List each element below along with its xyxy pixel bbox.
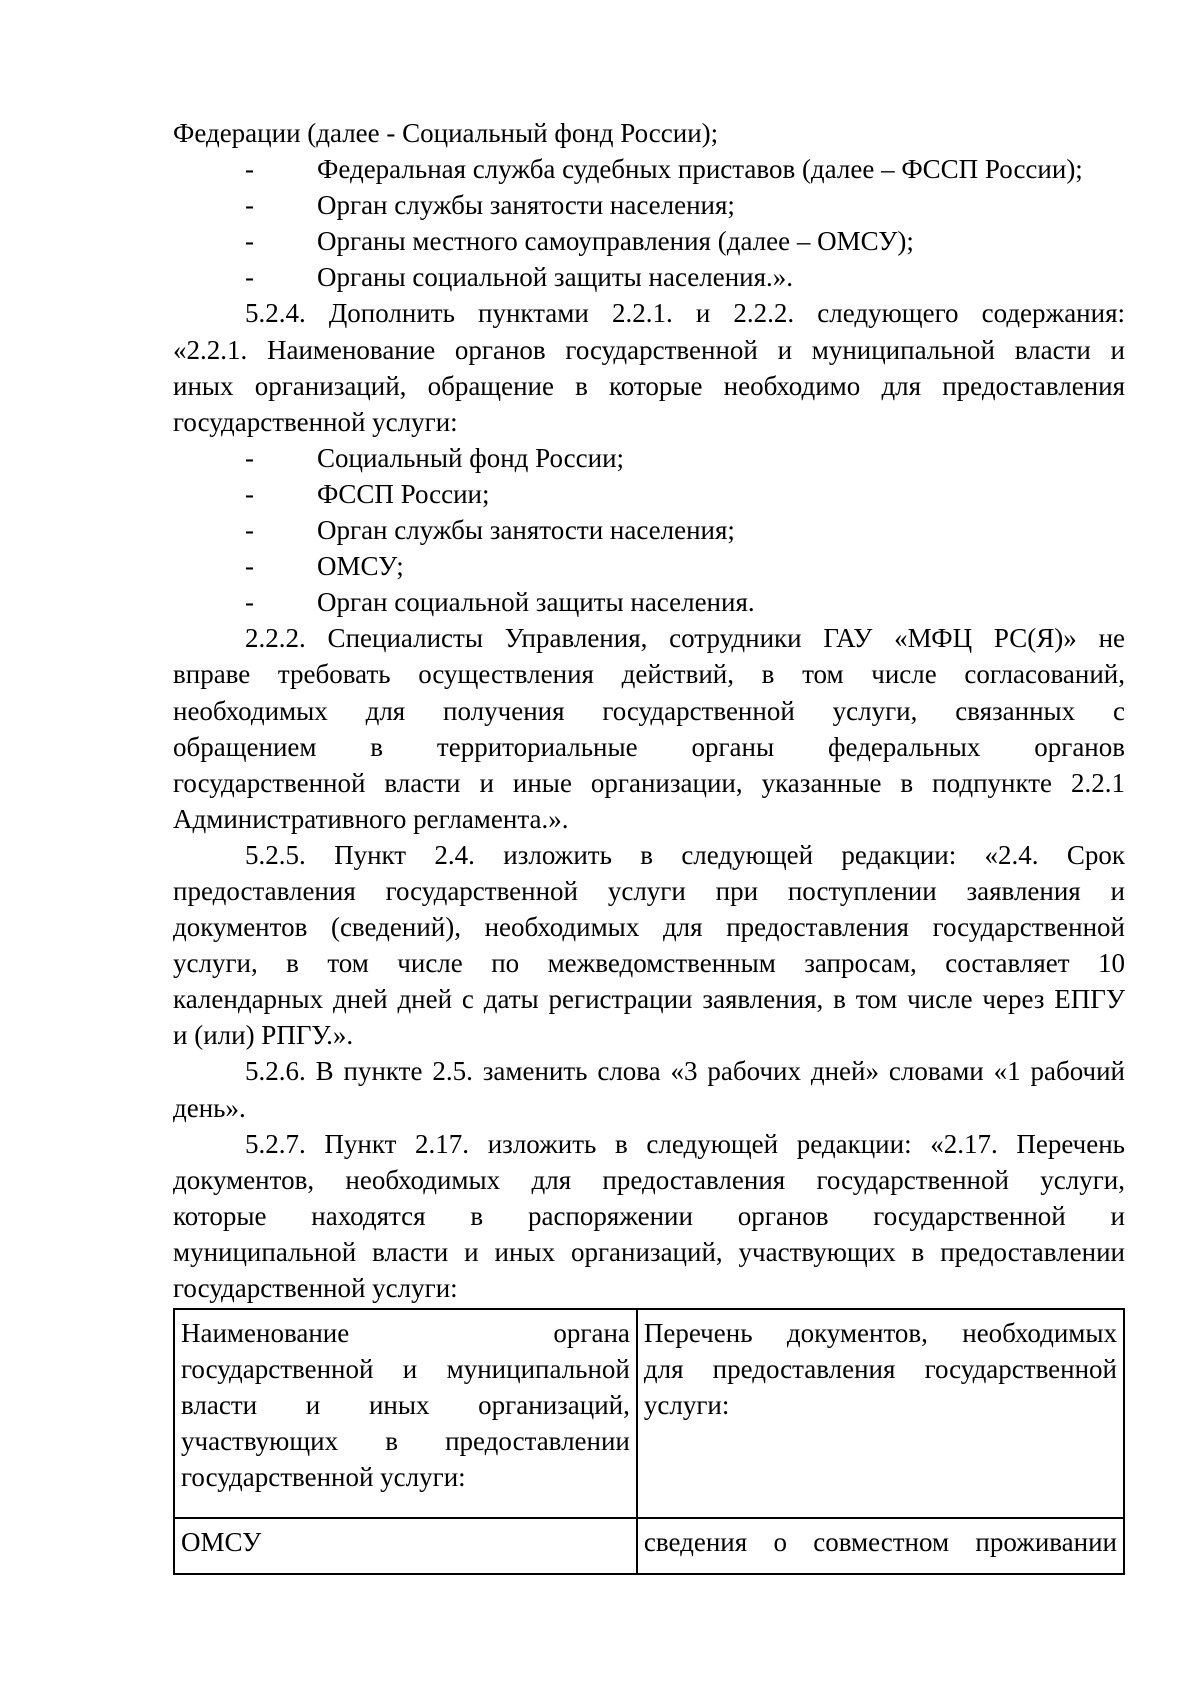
- list-item-text: Социальный фонд России;: [317, 442, 625, 473]
- text-line: «2.2.1. Наименование органов государственной и муниципальной власти и: [173, 334, 1125, 365]
- text-line: муниципальной власти и иных организаций, участвующих в предоставлении: [173, 1236, 1125, 1267]
- text-line: и (или) РПГУ.».: [173, 1020, 354, 1051]
- text-line: иных организаций, обращение в которые необходимо для предоставления: [173, 370, 1125, 401]
- cell-text-line: Перечень документов, необходимых: [643, 1318, 1117, 1349]
- cell-text-line: государственной услуги:: [181, 1462, 466, 1493]
- bullet-list-organizations: [173, 440, 1125, 620]
- text-line: Федерации (далее - Социальный фонд России);: [173, 118, 719, 148]
- paragraph-2-2-2: [173, 620, 1125, 837]
- list-item-text: ФССП России;: [317, 478, 490, 509]
- cell-text-line: Наименование органа: [181, 1318, 630, 1349]
- paragraph-5-2-4: [173, 295, 1125, 439]
- dash-marker: -: [245, 190, 254, 221]
- text-line: день».: [173, 1092, 246, 1123]
- list-item: [173, 259, 1125, 295]
- paragraph-5-2-7: [173, 1126, 1125, 1306]
- dash-marker: -: [245, 262, 254, 293]
- text-line: 5.2.4. Дополнить пунктами 2.2.1. и 2.2.2. следующего содержания:: [245, 298, 1125, 329]
- text-line: необходимых для получения государственной услуги, связанных с: [173, 695, 1125, 726]
- dash-marker: -: [245, 154, 254, 185]
- list-item-text: Орган службы занятости населения;: [317, 190, 735, 221]
- dash-marker: -: [245, 442, 254, 473]
- list-item: [173, 512, 1125, 548]
- text-line: предоставления государственной услуги при поступлении заявления и: [173, 875, 1125, 906]
- text-line: документов, необходимых для предоставления государственной услуги,: [173, 1164, 1125, 1195]
- list-item: [173, 151, 1125, 187]
- cell-text-line: участвующих в предоставлении: [181, 1426, 630, 1457]
- dash-marker: -: [245, 226, 254, 257]
- documents-table: [173, 1308, 1125, 1575]
- cell-text-line: сведения о совместном проживании: [643, 1527, 1117, 1558]
- text-line: обращением в территориальные органы федеральных органов: [173, 731, 1125, 762]
- table-header-cell: [174, 1309, 637, 1518]
- list-item: [173, 584, 1125, 620]
- document-page: [173, 115, 1125, 1575]
- table-header-cell: [637, 1309, 1124, 1518]
- cell-text-line: власти и иных организаций,: [181, 1390, 630, 1421]
- cell-text-line: для предоставления государственной: [643, 1354, 1117, 1385]
- dash-marker: -: [245, 587, 254, 618]
- cell-text-line: услуги:: [643, 1390, 730, 1421]
- list-item-text: Орган службы занятости населения;: [317, 515, 735, 546]
- text-line: государственной услуги:: [173, 1273, 458, 1303]
- text-line: документов (сведений), необходимых для предоставления государственной: [173, 912, 1125, 943]
- table-cell: [637, 1518, 1124, 1574]
- dash-marker: -: [245, 515, 254, 546]
- table-header-row: [174, 1309, 1124, 1518]
- text-line: 5.2.5. Пункт 2.4. изложить в следующей редакции: «2.4. Срок: [245, 839, 1125, 870]
- text-line: календарных дней дней с даты регистрации заявления, в том числе через ЕПГУ: [173, 984, 1125, 1015]
- table-row: [174, 1518, 1124, 1574]
- bullet-list-authorities: [173, 151, 1125, 295]
- list-item: [173, 223, 1125, 259]
- text-line: услуги, в том числе по межведомственным запросам, составляет 10: [173, 948, 1125, 979]
- paragraph-5-2-5: [173, 837, 1125, 1054]
- text-line: государственной услуги:: [173, 406, 458, 437]
- list-item-text: ОМСУ;: [317, 551, 404, 582]
- text-line: 2.2.2. Специалисты Управления, сотрудники ГАУ «МФЦ РС(Я)» не: [245, 623, 1125, 654]
- cell-text-line: ОМСУ: [181, 1527, 262, 1558]
- text-line: государственной власти и иные организации, указанные в подпункте 2.2.1: [173, 767, 1125, 798]
- dash-marker: -: [245, 478, 254, 509]
- text-line: которые находятся в распоряжении органов государственной и: [173, 1200, 1125, 1231]
- list-item: [173, 187, 1125, 223]
- list-item: [173, 548, 1125, 584]
- list-item: [173, 440, 1125, 476]
- table-cell: [174, 1518, 637, 1574]
- list-item-text: Органы социальной защиты населения.».: [317, 262, 794, 293]
- text-line: 5.2.7. Пункт 2.17. изложить в следующей редакции: «2.17. Перечень: [245, 1128, 1125, 1159]
- list-item-text: Орган социальной защиты населения.: [317, 587, 755, 618]
- paragraph-5-2-6: [173, 1053, 1125, 1125]
- cell-text-line: государственной и муниципальной: [181, 1354, 630, 1385]
- list-item: [173, 476, 1125, 512]
- dash-marker: -: [245, 551, 254, 582]
- text-line: вправе требовать осуществления действий, в том числе согласований,: [173, 659, 1125, 690]
- list-item-text: Федеральная служба судебных приставов (далее – ФССП России);: [317, 154, 1083, 185]
- list-item-text: Органы местного самоуправления (далее – ОМСУ);: [317, 226, 914, 257]
- text-line: 5.2.6. В пункте 2.5. заменить слова «3 рабочих дней» словами «1 рабочий: [245, 1056, 1125, 1087]
- text-line: Административного регламента.».: [173, 803, 569, 834]
